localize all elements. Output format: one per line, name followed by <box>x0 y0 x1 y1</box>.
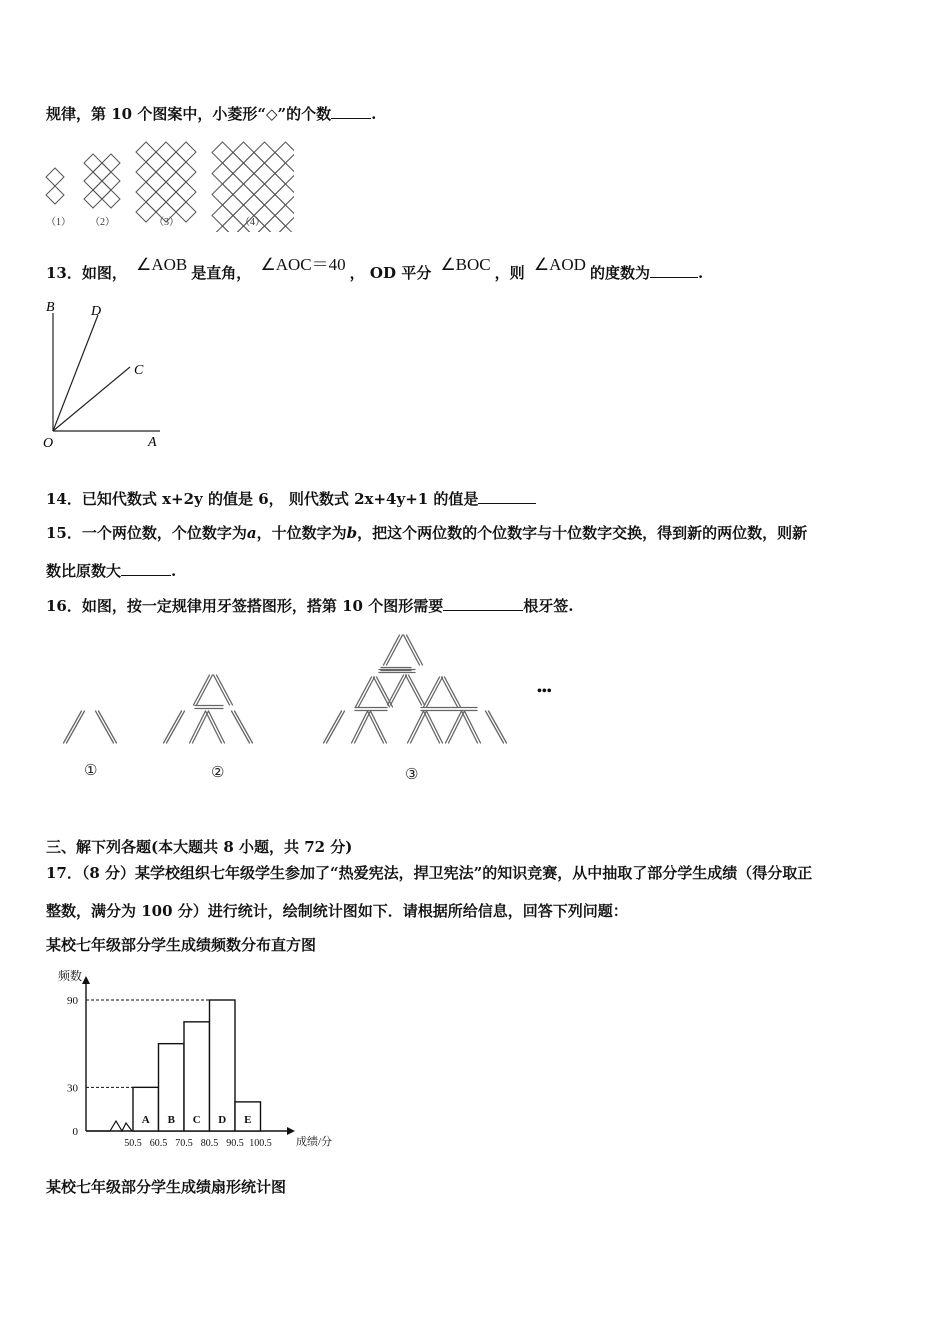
point-c: C <box>134 363 144 378</box>
toothpick <box>327 711 345 743</box>
toothpick <box>407 635 423 665</box>
figure-label-circled-2: ② <box>211 765 225 781</box>
rhombus-shape <box>93 181 111 199</box>
toothpick <box>442 677 458 707</box>
point-b: B <box>46 300 55 315</box>
rhombus-shape <box>212 205 233 226</box>
q13-text: 13．如图， ∠AOB 是直角， ∠AOC＝40 ， OD 平分 ∠BOC ，则 ∠AOD 的度数为 . <box>46 255 704 282</box>
toothpick <box>486 711 504 743</box>
bar <box>210 1000 236 1131</box>
toothpick <box>377 677 393 707</box>
rhombus-shape <box>233 163 254 184</box>
rhombus-shape <box>136 202 156 222</box>
toothpick <box>209 711 225 743</box>
figure-label-1: （1） <box>46 217 71 228</box>
answer-blank[interactable] <box>121 561 171 576</box>
toothpick <box>374 677 390 707</box>
figure-label-circled-3: ③ <box>405 767 419 783</box>
rhombus-shape <box>102 172 120 190</box>
toothpick <box>465 711 481 743</box>
toothpick <box>489 711 507 743</box>
toothpick <box>232 711 250 743</box>
rhombus-shape <box>223 195 244 216</box>
x-tick-label: 100.5 <box>249 1138 272 1149</box>
rhombus-shape <box>156 182 176 202</box>
toothpick <box>235 711 253 743</box>
q16-text: 16．如图，按一定规律用牙签搭图形，搭第 10 个图形需要 根牙签. <box>46 597 574 615</box>
angle-boc: ∠BOC <box>440 255 491 274</box>
rhombus-shape <box>275 142 294 163</box>
section-title: 三、解下列各题(本大题共 8 小题，共 72 分) <box>46 838 353 856</box>
q14-text: 14．已知代数式 x+2y 的值是 6， 则代数式 2x+4y+1 的值是 <box>46 488 536 509</box>
point-a: A <box>148 435 157 450</box>
toothpick <box>359 677 375 707</box>
toothpick <box>355 711 371 743</box>
toothpick <box>356 677 372 707</box>
q12-text: 规律，第 10 个图案中，小菱形“◇”的个数 . <box>46 105 377 123</box>
rhombus-shape <box>84 190 102 208</box>
rhombus-shape <box>254 142 275 163</box>
rhombus-shape <box>93 163 111 181</box>
rhombus-shape <box>136 182 156 202</box>
toothpick <box>96 711 114 743</box>
toothpick <box>411 711 427 743</box>
rhombus-shape <box>275 184 294 205</box>
rhombus-shape <box>46 186 64 204</box>
toothpick <box>388 675 404 705</box>
toothpick <box>387 635 403 665</box>
toothpick <box>214 675 230 705</box>
chart-title: 某校七年级部分学生成绩频数分布直方图 <box>46 936 317 954</box>
q17-line1: 17．（8 分）某学校组织七年级学生参加了“热爱宪法，捍卫宪法”的知识竞赛，从中抽取了部分学生成绩（得分取正 <box>46 864 813 882</box>
answer-blank[interactable] <box>443 596 523 611</box>
rhombus-shape <box>244 195 265 216</box>
rhombus-shape <box>136 162 156 182</box>
rhombus-shape <box>176 182 196 202</box>
toothpick <box>217 675 233 705</box>
angle-figure <box>40 295 180 455</box>
toothpick <box>406 675 422 705</box>
toothpick <box>368 711 384 743</box>
toothpick <box>99 711 117 743</box>
histogram-chart <box>50 960 350 1155</box>
y-tick-label: 90 <box>67 995 78 1007</box>
toothpick <box>167 711 185 743</box>
rhombus-shape <box>156 142 176 162</box>
rhombus-shape <box>275 205 294 226</box>
bar-label: C <box>192 1114 201 1126</box>
toothpick <box>408 711 424 743</box>
rhombus-shape <box>136 142 156 162</box>
x-tick-label: 60.5 <box>149 1138 168 1149</box>
toothpick <box>409 675 425 705</box>
rhombus-shape <box>212 163 233 184</box>
toothpick <box>391 675 407 705</box>
toothpick <box>371 711 387 743</box>
toothpick <box>445 677 461 707</box>
x-tick-label: 90.5 <box>226 1138 244 1149</box>
ellipsis: ••• <box>537 684 552 699</box>
ray-oc <box>53 367 130 431</box>
axis-break <box>86 1121 132 1131</box>
rhombus-shape <box>233 184 254 205</box>
toothpick <box>404 635 420 665</box>
rhombus-shape <box>176 162 196 182</box>
rhombus-shape <box>244 153 265 174</box>
angle-aob: ∠AOB <box>136 255 188 274</box>
toothpick <box>193 711 209 743</box>
answer-blank[interactable] <box>478 489 536 504</box>
x-axis-label: 成绩/分 <box>296 1136 333 1148</box>
rhombus-shape <box>166 192 186 212</box>
toothpick <box>67 711 85 743</box>
rhombus-pattern-figure <box>44 132 294 232</box>
bar-label: B <box>167 1114 175 1126</box>
point-o: O <box>43 436 54 451</box>
rhombus-shape <box>265 195 286 216</box>
y-tick-label: 0 <box>72 1126 78 1138</box>
angle-aod: ∠AOD <box>533 255 586 274</box>
y-tick-label: 30 <box>67 1082 78 1095</box>
bar-label: D <box>218 1114 227 1126</box>
q17-line2: 整数，满分为 100 分）进行统计，绘制统计图如下．请根据所给信息，回答下列问题： <box>46 902 628 920</box>
toothpick <box>449 711 465 743</box>
rhombus-shape <box>254 163 275 184</box>
x-axis-arrow <box>287 1127 295 1135</box>
toothpick <box>427 711 443 743</box>
x-tick-label: 80.5 <box>200 1138 219 1149</box>
q15-line1: 15．一个两位数，个位数字为a，十位数字为b，把这个两位数的个位数字与十位数字交换，得到新的两位数，则新 <box>46 524 808 542</box>
bar-label: E <box>244 1114 252 1126</box>
toothpick <box>197 675 213 705</box>
rhombus-shape <box>146 152 166 172</box>
toothpick <box>446 711 462 743</box>
y-axis-arrow <box>82 976 90 984</box>
toothpick <box>424 711 440 743</box>
rhombus-shape <box>46 168 64 186</box>
ray-od <box>53 315 98 431</box>
answer-blank[interactable] <box>331 104 371 119</box>
rhombus-shape <box>156 162 176 182</box>
rhombus-shape <box>212 226 233 232</box>
rhombus-shape <box>166 172 186 192</box>
rhombus-shape <box>265 153 286 174</box>
angle-aoc: ∠AOC＝40 <box>260 255 346 274</box>
figure-label-4: （4） <box>240 217 265 228</box>
toothpick <box>427 677 443 707</box>
rhombus-shape <box>176 142 196 162</box>
figure-label-circled-1: ① <box>84 763 98 779</box>
point-d: D <box>91 304 102 319</box>
rhombus-shape <box>176 202 196 222</box>
toothpick <box>190 711 206 743</box>
rhombus-shape <box>166 152 186 172</box>
rhombus-shape <box>265 174 286 195</box>
rhombus-shape <box>146 192 166 212</box>
rhombus-shape <box>102 190 120 208</box>
rhombus-shape <box>102 154 120 172</box>
toothpick <box>462 711 478 743</box>
q15-line2: 数比原数大 . <box>46 562 177 580</box>
rhombus-shape <box>275 163 294 184</box>
x-tick-label: 70.5 <box>175 1138 193 1149</box>
rhombus-shape <box>84 154 102 172</box>
rhombus-shape <box>223 174 244 195</box>
rhombus-shape <box>265 216 286 233</box>
toothpick <box>194 675 210 705</box>
toothpick <box>64 711 82 743</box>
bar-label: A <box>141 1114 150 1126</box>
toothpick <box>206 711 222 743</box>
rhombus-shape <box>84 172 102 190</box>
x-tick-label: 50.5 <box>124 1138 142 1149</box>
figure-label-2: （2） <box>90 217 115 228</box>
answer-blank[interactable] <box>650 263 698 278</box>
y-axis-label: 频数 <box>58 969 83 983</box>
pie-chart-title: 某校七年级部分学生成绩扇形统计图 <box>46 1178 287 1196</box>
toothpick <box>164 711 182 743</box>
figure-label-3: （3） <box>154 217 179 228</box>
toothpick <box>352 711 368 743</box>
rhombus-shape <box>244 174 265 195</box>
rhombus-shape <box>254 184 275 205</box>
toothpick <box>324 711 342 743</box>
rhombus-shape <box>212 142 233 163</box>
rhombus-shape <box>223 153 244 174</box>
toothpick-figure <box>55 625 595 795</box>
rhombus-shape <box>146 172 166 192</box>
rhombus-shape <box>212 184 233 205</box>
rhombus-shape <box>233 142 254 163</box>
toothpick <box>384 635 400 665</box>
toothpick <box>424 677 440 707</box>
